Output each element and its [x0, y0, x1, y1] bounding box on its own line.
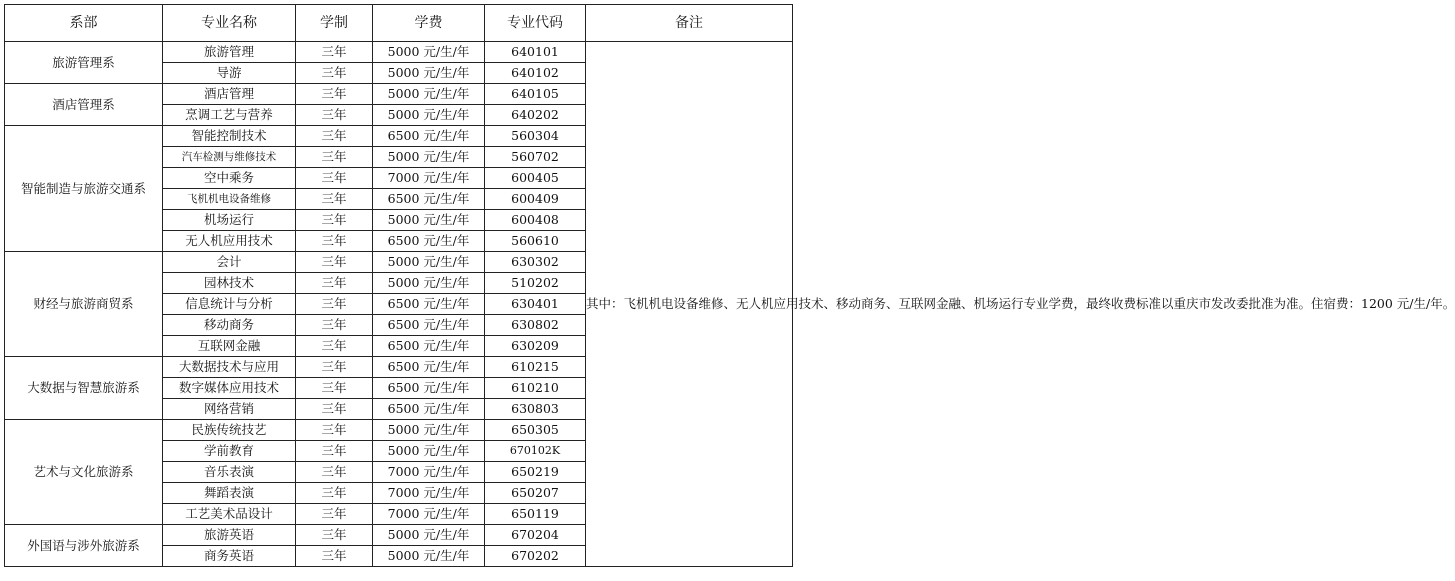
code-cell: 510202	[485, 273, 586, 294]
fee-cell: 5000 元/生/年	[373, 147, 485, 168]
fee-cell: 6500 元/生/年	[373, 357, 485, 378]
duration-cell: 三年	[296, 504, 373, 525]
note-cell: 其中：飞机机电设备维修、无人机应用技术、移动商务、互联网金融、机场运行专业学费，最终收费标准以重庆市发改委批准为准。住宿费：1200 元/生/年。	[586, 42, 793, 567]
fee-cell: 6500 元/生/年	[373, 315, 485, 336]
duration-cell: 三年	[296, 252, 373, 273]
code-cell: 630209	[485, 336, 586, 357]
fee-cell: 6500 元/生/年	[373, 378, 485, 399]
duration-cell: 三年	[296, 63, 373, 84]
major-cell: 会计	[163, 252, 296, 273]
duration-cell: 三年	[296, 399, 373, 420]
duration-cell: 三年	[296, 210, 373, 231]
major-cell: 旅游英语	[163, 525, 296, 546]
major-cell: 大数据技术与应用	[163, 357, 296, 378]
fee-cell: 5000 元/生/年	[373, 210, 485, 231]
code-cell: 650119	[485, 504, 586, 525]
fee-cell: 6500 元/生/年	[373, 336, 485, 357]
duration-cell: 三年	[296, 189, 373, 210]
code-cell: 650305	[485, 420, 586, 441]
duration-cell: 三年	[296, 294, 373, 315]
code-cell: 640101	[485, 42, 586, 63]
fee-cell: 7000 元/生/年	[373, 168, 485, 189]
header-duration: 学制	[296, 5, 373, 42]
table-body	[5, 42, 1455, 567]
major-cell: 汽车检测与维修技术	[163, 147, 296, 168]
duration-cell: 三年	[296, 105, 373, 126]
code-cell: 630802	[485, 315, 586, 336]
fee-cell: 5000 元/生/年	[373, 525, 485, 546]
fee-cell: 5000 元/生/年	[373, 273, 485, 294]
header-code: 专业代码	[485, 5, 586, 42]
duration-cell: 三年	[296, 126, 373, 147]
duration-cell: 三年	[296, 315, 373, 336]
duration-cell: 三年	[296, 357, 373, 378]
duration-cell: 三年	[296, 483, 373, 504]
code-cell: 560304	[485, 126, 586, 147]
table-header-row	[5, 5, 793, 42]
code-cell: 640202	[485, 105, 586, 126]
fee-cell: 5000 元/生/年	[373, 441, 485, 462]
code-cell: 650219	[485, 462, 586, 483]
major-cell: 网络营销	[163, 399, 296, 420]
duration-cell: 三年	[296, 273, 373, 294]
duration-cell: 三年	[296, 525, 373, 546]
department-cell: 酒店管理系	[5, 84, 163, 126]
major-cell: 学前教育	[163, 441, 296, 462]
major-cell: 烹调工艺与营养	[163, 105, 296, 126]
major-cell: 互联网金融	[163, 336, 296, 357]
major-cell: 园林技术	[163, 273, 296, 294]
duration-cell: 三年	[296, 546, 373, 567]
fee-cell: 6500 元/生/年	[373, 294, 485, 315]
major-cell: 数字媒体应用技术	[163, 378, 296, 399]
department-cell: 艺术与文化旅游系	[5, 420, 163, 525]
fee-cell: 5000 元/生/年	[373, 63, 485, 84]
major-cell: 音乐表演	[163, 462, 296, 483]
duration-cell: 三年	[296, 462, 373, 483]
duration-cell: 三年	[296, 84, 373, 105]
major-cell: 移动商务	[163, 315, 296, 336]
duration-cell: 三年	[296, 231, 373, 252]
fee-cell: 5000 元/生/年	[373, 84, 485, 105]
code-cell: 640105	[485, 84, 586, 105]
code-cell: 640102	[485, 63, 586, 84]
header-note: 备注	[586, 5, 793, 42]
code-cell: 560610	[485, 231, 586, 252]
department-cell: 财经与旅游商贸系	[5, 252, 163, 357]
code-cell: 650207	[485, 483, 586, 504]
duration-cell: 三年	[296, 168, 373, 189]
fee-cell: 6500 元/生/年	[373, 231, 485, 252]
major-cell: 智能控制技术	[163, 126, 296, 147]
fee-cell: 5000 元/生/年	[373, 420, 485, 441]
major-cell: 舞蹈表演	[163, 483, 296, 504]
major-cell: 飞机机电设备维修	[163, 189, 296, 210]
fee-cell: 5000 元/生/年	[373, 42, 485, 63]
code-cell: 630401	[485, 294, 586, 315]
fee-cell: 5000 元/生/年	[373, 252, 485, 273]
major-cell: 导游	[163, 63, 296, 84]
fee-cell: 5000 元/生/年	[373, 105, 485, 126]
header-department: 系部	[5, 5, 163, 42]
major-cell: 无人机应用技术	[163, 231, 296, 252]
department-cell: 大数据与智慧旅游系	[5, 357, 163, 420]
major-cell: 机场运行	[163, 210, 296, 231]
fee-cell: 6500 元/生/年	[373, 399, 485, 420]
duration-cell: 三年	[296, 336, 373, 357]
fee-cell: 7000 元/生/年	[373, 483, 485, 504]
duration-cell: 三年	[296, 420, 373, 441]
major-cell: 商务英语	[163, 546, 296, 567]
duration-cell: 三年	[296, 378, 373, 399]
fee-cell: 7000 元/生/年	[373, 504, 485, 525]
code-cell: 610215	[485, 357, 586, 378]
major-cell: 信息统计与分析	[163, 294, 296, 315]
fee-cell: 6500 元/生/年	[373, 126, 485, 147]
fee-cell: 6500 元/生/年	[373, 189, 485, 210]
code-cell: 600405	[485, 168, 586, 189]
duration-cell: 三年	[296, 42, 373, 63]
tuition-table	[4, 4, 1455, 567]
fee-cell: 7000 元/生/年	[373, 462, 485, 483]
duration-cell: 三年	[296, 441, 373, 462]
major-cell: 酒店管理	[163, 84, 296, 105]
major-cell: 旅游管理	[163, 42, 296, 63]
code-cell: 630803	[485, 399, 586, 420]
code-cell: 670102K	[485, 441, 586, 462]
code-cell: 560702	[485, 147, 586, 168]
major-cell: 空中乘务	[163, 168, 296, 189]
code-cell: 670202	[485, 546, 586, 567]
code-cell: 600408	[485, 210, 586, 231]
department-cell: 外国语与涉外旅游系	[5, 525, 163, 567]
department-cell: 智能制造与旅游交通系	[5, 126, 163, 252]
code-cell: 600409	[485, 189, 586, 210]
table-row	[5, 42, 793, 63]
code-cell: 610210	[485, 378, 586, 399]
code-cell: 670204	[485, 525, 586, 546]
major-cell: 工艺美术品设计	[163, 504, 296, 525]
header-major: 专业名称	[163, 5, 296, 42]
department-cell: 旅游管理系	[5, 42, 163, 84]
fee-cell: 5000 元/生/年	[373, 546, 485, 567]
duration-cell: 三年	[296, 147, 373, 168]
code-cell: 630302	[485, 252, 586, 273]
major-cell: 民族传统技艺	[163, 420, 296, 441]
header-fee: 学费	[373, 5, 485, 42]
